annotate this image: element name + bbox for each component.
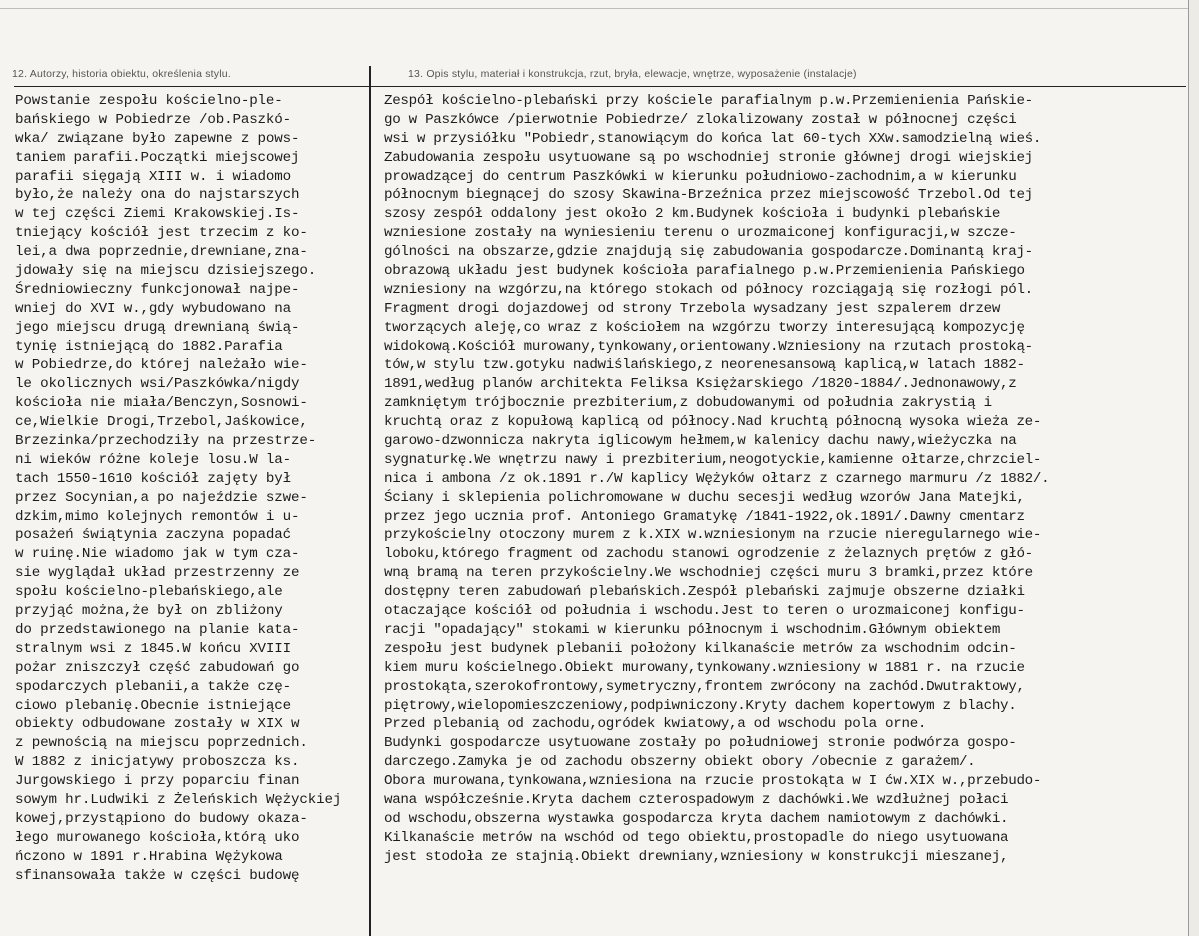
history-text-line: ce,Wielkie Drogi,Trzebol,Jaśkowice, — [15, 414, 308, 431]
description-text-column — [384, 92, 1184, 867]
history-text-line: wniej do XVI w.,gdy wybudowano na — [15, 300, 292, 317]
history-text-line: taniem parafii.Początki miejscowej — [15, 149, 300, 166]
history-text-line: przyjąć można,że był on zbliżony — [15, 603, 283, 620]
history-text-line: społu kościelno-plebańskiego,ale — [15, 584, 283, 601]
history-text-line: sowym hr.Ludwiki z Żeleńskich Wężyckiej — [15, 791, 342, 808]
history-text-line: obiekty odbudowane zostały w XIX w — [15, 716, 300, 733]
description-text-line: zamkniętym trójbocznie prezbiterium,z dobudowanymi od południa zakrystią i — [384, 395, 992, 412]
column-divider — [369, 66, 371, 936]
description-text-line: wsi w przysiółku "Pobiedr,stanowiącym do końca lat 60-tych XXw.samodzielną wieś. — [384, 130, 1042, 147]
description-text-line: kiem muru kościelnego.Obiekt murowany,tynkowany.wzniesiony w 1881 r. na rzucie — [384, 659, 1025, 676]
description-text-line: wzniesiony na wzgórzu,na którego stokach od północy rozciągają się rozłogi pól. — [384, 281, 1033, 298]
description-text-line: szosy zespół oddalony jest około 2 km.Budynek kościoła i budynki plebańskie — [384, 206, 1001, 223]
description-text-line: Kilkanaście metrów na wschód od tego obiektu,prostopadle do niego usytuowana — [384, 829, 1009, 846]
history-text-line: kowej,przystąpiono do budowy okaza- — [15, 810, 308, 827]
description-text-line: tów,w stylu tzw.gotyku nadwiślańskiego,z neorenesansową kaplicą,w latach 1882- — [384, 357, 1025, 374]
history-text-line: parafii sięgają XIII w. i wiadomo — [15, 168, 292, 185]
description-text-line: otaczające kościół od południa i wschodu.Jest to teren o urozmaiconej konfigu- — [384, 603, 1025, 620]
description-text-line: nica i ambona /z ok.1891 r./W kaplicy Wężyków ołtarz z czarnego marmuru /z 1882/. — [384, 470, 1050, 487]
description-text-line: racji "opadający" stokami w kierunku północnym i wschodnim.Głównym obiektem — [384, 621, 1001, 638]
history-text-line: dzkim,mimo kolejnych remontów i u- — [15, 508, 300, 525]
history-text-line: kościoła nie miała/Benczyn,Sosnowi- — [15, 395, 308, 412]
history-text-line: Średniowieczny funkcjonował najpe- — [15, 281, 300, 298]
history-text-line: ńczono w 1891 r.Hrabina Wężykowa — [15, 848, 283, 865]
description-text-line: darczego.Zamyka je od zachodu obszerny obiekt obory /obecnie z garażem/. — [384, 754, 976, 771]
description-text-line: Przed plebanią od zachodu,ogródek kwiatowy,a od wschodu pola orne. — [384, 716, 927, 733]
description-text-line: kruchtą oraz z kopułową kaplicą od północy.Nad kruchtą północną wysoka wieża ze- — [384, 414, 1042, 431]
history-text-line: sfinansowała także w części budowę — [15, 867, 300, 884]
history-text-line: było,że należy ona do najstarszych — [15, 187, 300, 204]
description-text-line: loboku,którego fragment od zachodu stanowi ogrodzenie z żelaznych prętów z głó- — [384, 546, 1033, 563]
history-text-line: jdowały się na miejscu dzisiejszego. — [15, 263, 317, 280]
description-text-line: zespołu jest budynek plebanii położony kilkanaście metrów za wschodnim odcin- — [384, 640, 1017, 657]
history-text-line: tynię istniejącą do 1882.Parafia — [15, 338, 283, 355]
history-text-line: tach 1550-1610 kościół zajęty był — [15, 470, 292, 487]
history-text-line: ciowo plebanię.Obecnie istniejące — [15, 697, 292, 714]
description-text-line: go w Paszkówce /pierwotnie Pobiedrze/ zlokalizowany został w północnej części — [384, 111, 1017, 128]
description-text-line: wną bramą na teren przykościelny.We wschodniej części muru 3 bramki,przez które — [384, 565, 1033, 582]
description-text-line: obrazową układu jest budynek kościoła parafialnego p.w.Przemienienia Pańskiego — [384, 263, 1025, 280]
description-text-line: dostępny teren zabudowań plebańskich.Zespół plebański zajmuje obszerne działki — [384, 584, 1025, 601]
form-right-edge — [1188, 0, 1199, 936]
description-text-line: 1891,według planów architekta Feliksa Księżarskiego /1820-1884/.Jednonawowy,z — [384, 376, 1017, 393]
history-text-column — [15, 92, 363, 885]
history-text-line: do przedstawionego na planie kata- — [15, 621, 300, 638]
description-text-line: gólności na obszarze,gdzie znajdują się zabudowania gospodarcze.Dominantą kraj- — [384, 244, 1033, 261]
history-text-line: posażeń świątynia zaczyna popadać — [15, 527, 292, 544]
history-text-line: spodarczych plebanii,a także czę- — [15, 678, 292, 695]
description-text-line: prostokąta,szerokofrontowy,symetryczny,frontem zwrócony na zachód.Dwutraktowy, — [384, 678, 1025, 695]
history-text-line: Brzezinka/przechodziły na przestrze- — [15, 433, 317, 450]
section-13-header: 13. Opis stylu, materiał i konstrukcja, rzut, bryła, elewacje, wnętrze, wyposażenie (instalacje) — [408, 68, 857, 80]
history-text-line: jego miejscu drugą drewnianą świą- — [15, 319, 300, 336]
description-text-line: jest stodoła ze stajnią.Obiekt drewniany,wzniesiony w konstrukcji mieszanej, — [384, 848, 1009, 865]
description-text-line: Fragment drogi dojazdowej od strony Trzebola wysadzany jest szpalerem drzew — [384, 300, 1001, 317]
description-text-line: prowadzącej do centrum Paszkówki w kierunku południowo-zachodnim,a w kierunku — [384, 168, 1017, 185]
history-text-line: wka/ związane było zapewne z pows- — [15, 130, 300, 147]
description-text-line: Zabudowania zespołu usytuowane są po wschodniej stronie głównej drogi wiejskiej — [384, 149, 1033, 166]
history-text-line: w Pobiedrze,do której należało wie- — [15, 357, 308, 374]
header-rule — [14, 86, 1186, 87]
description-text-line: Budynki gospodarcze usytuowane zostały po południowej stronie podwórza gospo- — [384, 735, 1017, 752]
description-text-line: widokową.Kościół murowany,tynkowany,orientowany.Wzniesiony na rzutach prostoką- — [384, 338, 1033, 355]
form-top-edge — [0, 0, 1199, 9]
description-text-line: od wschodu,obszerna wystawka gospodarcza kryta dachem namiotowym z dachówki. — [384, 810, 1009, 827]
description-text-line: wzniesione zostały na wyniesieniu terenu o urozmaiconej konfiguracji,w szcze- — [384, 225, 1017, 242]
description-text-line: północnym biegnącej do szosy Skawina-Brzeźnica przez miejscowość Trzebol.Od tej — [384, 187, 1033, 204]
history-text-line: tniejący kościół jest trzecim z ko- — [15, 225, 308, 242]
history-text-line: sie wyglądał układ przestrzenny ze — [15, 565, 300, 582]
section-12-header: 12. Autorzy, historia obiektu, określenia stylu. — [12, 68, 231, 80]
description-text-line: Obora murowana,tynkowana,wzniesiona na rzucie prostokąta w I ćw.XIX w.,przebudo- — [384, 773, 1042, 790]
description-text-line: wana współcześnie.Kryta dachem czterospadowym z dachówki.We wzdłużnej połaci — [384, 791, 1009, 808]
history-text-line: Powstanie zespołu kościelno-ple- — [15, 93, 283, 109]
history-text-line: stralnym wsi z 1845.W końcu XVIII — [15, 640, 292, 657]
history-text-line: Jurgowskiego i przy poparciu finan — [15, 773, 300, 790]
history-text-line: le okolicznych wsi/Paszkówka/nigdy — [15, 376, 300, 393]
description-text-line: przez jego ucznia prof. Antoniego Gramatykę /1841-1922,ok.1891/.Dawny cmentarz — [384, 508, 1025, 525]
history-text-line: w ruinę.Nie wiadomo jak w tym cza- — [15, 546, 300, 563]
history-text-line: z pewnością na miejscu poprzednich. — [15, 735, 308, 752]
description-text-line: garowo-dzwonnicza nakryta iglicowym hełmem,w kalenicy dachu nawy,wieżyczka na — [384, 433, 1017, 450]
history-text-line: w tej części Ziemi Krakowskiej.Is- — [15, 206, 300, 223]
description-text-line: Ściany i sklepienia polichromowane w duchu secesji według wzorów Jana Matejki, — [384, 489, 1025, 506]
history-text-line: lei,a dwa poprzednie,drewniane,zna- — [15, 244, 308, 261]
description-text-line: sygnaturkę.We wnętrzu nawy i prezbiterium,neogotyckie,kamienne ołtarze,chrzciel- — [384, 451, 1042, 468]
history-text-line: ni wieków różne koleje losu.W la- — [15, 451, 292, 468]
description-text-line: Zespół kościelno-plebański przy kościele parafialnym p.w.Przemienienia Pańskie- — [384, 93, 1033, 109]
history-text-line: W 1882 z inicjatywy proboszcza ks. — [15, 754, 300, 771]
description-text-line: przykościelny otoczony murem z k.XIX w.wzniesionym na rzucie nieregularnego wie- — [384, 527, 1042, 544]
history-text-line: łego murowanego kościoła,którą uko — [15, 829, 300, 846]
history-text-line: bańskiego w Pobiedrze /ob.Paszkó- — [15, 111, 292, 128]
history-text-line: przez Socynian,a po najeździe szwe- — [15, 489, 308, 506]
description-text-line: piętrowy,wielopomieszczeniowy,podpiwniczony.Kryty dachem kopertowym z blachy. — [384, 697, 1017, 714]
history-text-line: pożar zniszczył część zabudowań go — [15, 659, 300, 676]
description-text-line: tworzących aleję,co wraz z kościołem na wzgórzu tworzy interesującą kompozycję — [384, 319, 1025, 336]
